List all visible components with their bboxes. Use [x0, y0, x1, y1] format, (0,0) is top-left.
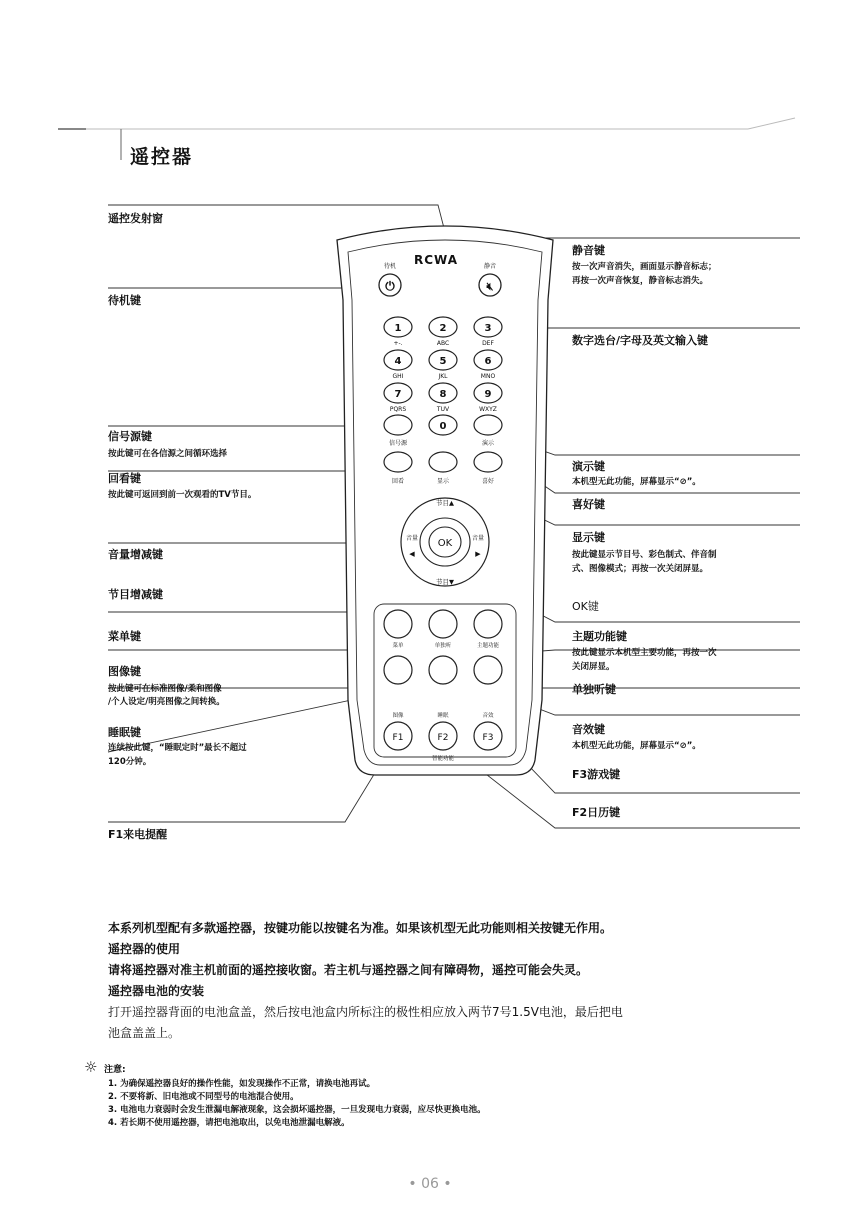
label-fav: 喜好键	[572, 498, 605, 511]
label-standby: 待机键	[108, 294, 141, 307]
label-display-desc-1: 按此键显示节目号、彩色制式、伴音制	[572, 550, 717, 560]
label-main: 主题功能键	[572, 630, 627, 643]
key-3: 3	[484, 323, 492, 334]
label-f1: F1来电提醒	[108, 828, 168, 841]
label-main-desc-1: 按此键显示本机型主要功能，再按一次	[572, 648, 717, 658]
remote-mute-label: 静音	[483, 263, 497, 270]
remote-picture-label: 图像	[392, 713, 404, 719]
label-digits: 数字选台/字母及英文输入键	[572, 334, 709, 347]
key-9: 9	[484, 389, 492, 400]
label-mute-desc-1: 按一次声音消失，画面显示静音标志；	[572, 262, 717, 272]
svg-text:⏻: ⏻	[385, 279, 395, 293]
svg-text:◀: ◀	[409, 550, 415, 558]
label-ok: OK键	[572, 600, 599, 613]
remote-sound-label: 音效	[482, 713, 494, 719]
label-source-desc: 按此键可在各信源之间循环选择	[108, 449, 228, 459]
key-5-sublabel: JKL	[438, 373, 448, 380]
label-display: 显示键	[572, 531, 605, 544]
label-main-desc-2: 关闭屏显。	[572, 662, 615, 672]
key-9-sublabel: WXYZ	[479, 406, 497, 413]
label-sound-desc: 本机型无此功能，屏幕显示“⊘”。	[572, 741, 701, 751]
label-mute: 静音键	[572, 244, 605, 257]
label-f3: F3游戏键	[572, 768, 621, 781]
remote-brand: RCWA	[413, 253, 459, 267]
label-picture: 图像键	[108, 665, 141, 678]
note-item: 1. 为确保遥控器良好的操作性能，如发现操作不正常，请换电池再试。	[108, 1079, 376, 1089]
remote-back-label: 回看	[391, 478, 405, 485]
key-5: 5	[439, 356, 447, 367]
heading-battery: 遥控器电池的安装	[108, 984, 205, 998]
use-text: 请将遥控器对准主机前面的遥控接收窗。若主机与遥控器之间有障碍物，遥控可能会失灵。	[108, 963, 589, 977]
remote-source-label: 信号源	[388, 440, 408, 447]
key-3-sublabel: DEF	[482, 340, 494, 347]
battery-text-1: 打开遥控器背面的电池盒盖，然后按电池盒内所标注的极性相应放入两节7号1.5V电池，最后把电	[108, 1005, 623, 1019]
remote-f3-label: F3	[482, 733, 494, 743]
remote-bottom-label: 智能功能	[431, 756, 455, 762]
key-1: 1	[394, 323, 402, 334]
notes-title: 注意:	[104, 1065, 126, 1075]
remote-standby-label: 待机	[383, 263, 397, 270]
remote-display-label: 显示	[436, 478, 450, 485]
label-source: 信号源键	[108, 430, 152, 443]
intro-section	[108, 918, 788, 1044]
key-7-sublabel: PQRS	[389, 406, 407, 413]
key-4: 4	[394, 356, 402, 367]
label-demo: 演示键	[572, 460, 605, 473]
key-0: 0	[439, 421, 447, 432]
key-8-sublabel: TUV	[436, 406, 450, 413]
remote-prog-up-label: 节目▲	[436, 499, 454, 507]
label-emitter: 遥控发射窗	[108, 212, 163, 225]
label-demo-desc: 本机型无此功能，屏幕显示“⊘”。	[572, 477, 701, 487]
remote-main-label: 主题功能	[476, 643, 500, 649]
label-display-desc-2: 式、图像模式；再按一次关闭屏显。	[572, 564, 709, 574]
label-single: 单独听键	[572, 683, 616, 696]
key-2-sublabel: ABC	[436, 340, 450, 347]
intro-line: 本系列机型配有多款遥控器，按键功能以按键名为准。如果该机型无此功能则相关按键无作用。	[108, 921, 613, 935]
label-menu: 菜单键	[108, 630, 141, 643]
key-6: 6	[484, 356, 492, 367]
heading-use: 遥控器的使用	[108, 942, 181, 956]
note-item: 2. 不要将新、旧电池或不同型号的电池混合使用。	[108, 1092, 299, 1102]
key-6-sublabel: MNO	[480, 373, 496, 380]
svg-text:▶: ▶	[475, 550, 481, 558]
remote-f2-label: F2	[437, 733, 449, 743]
remote-fav-label: 喜好	[481, 478, 495, 485]
label-back-desc: 按此键可返回到前一次观看的TV节目。	[108, 490, 257, 500]
key-7: 7	[394, 389, 402, 400]
label-volume: 音量增减键	[108, 548, 163, 561]
label-picture-desc-2: /个人设定/明亮图像之间转换。	[108, 697, 225, 707]
key-2: 2	[439, 323, 447, 334]
remote-f1-label: F1	[392, 733, 404, 743]
label-f2: F2日历键	[572, 806, 621, 819]
remote-single-label: 单独听	[434, 643, 452, 649]
notes-list	[108, 1078, 788, 1130]
label-sound: 音效键	[572, 723, 605, 736]
note-item: 3. 电池电力衰弱时会发生泄漏电解液现象，这会损坏遥控器，一旦发现电力衰弱，应尽快更换电池。	[108, 1105, 486, 1115]
key-8: 8	[439, 389, 447, 400]
label-sleep: 睡眠键	[108, 726, 141, 739]
label-program: 节目增减键	[108, 588, 163, 601]
page-title: 遥控器	[130, 146, 194, 168]
remote-prog-down-label: 节目▼	[436, 578, 454, 586]
key-1-sublabel: +-.	[393, 340, 403, 347]
label-sleep-desc-1: 连续按此键，“睡眠定时”最长不超过	[108, 743, 247, 753]
sun-icon: ☼	[84, 1058, 98, 1076]
label-picture-desc-1: 按此键可在标准图像/柔和图像	[108, 684, 222, 694]
battery-text-2: 池盒盖盖上。	[108, 1026, 181, 1040]
note-item: 4. 若长期不使用遥控器，请把电池取出，以免电池泄漏电解液。	[108, 1118, 350, 1128]
remote-vol-left-label: 音量	[405, 535, 419, 542]
remote-demo-label: 演示	[481, 440, 495, 447]
key-4-sublabel: GHI	[392, 373, 404, 380]
remote-vol-right-label: 音量	[471, 535, 485, 542]
label-back: 回看键	[108, 472, 141, 485]
label-mute-desc-2: 再按一次声音恢复，静音标志消失。	[572, 276, 709, 286]
remote-sleep-label: 睡眠	[437, 713, 449, 719]
remote-menu-label: 菜单	[392, 643, 404, 649]
remote-ok-label: OK	[437, 538, 453, 549]
svg-text:🔇︎: 🔇︎	[486, 280, 494, 293]
label-sleep-desc-2: 120分钟。	[108, 757, 152, 767]
page-number: • 06 •	[408, 1176, 452, 1192]
